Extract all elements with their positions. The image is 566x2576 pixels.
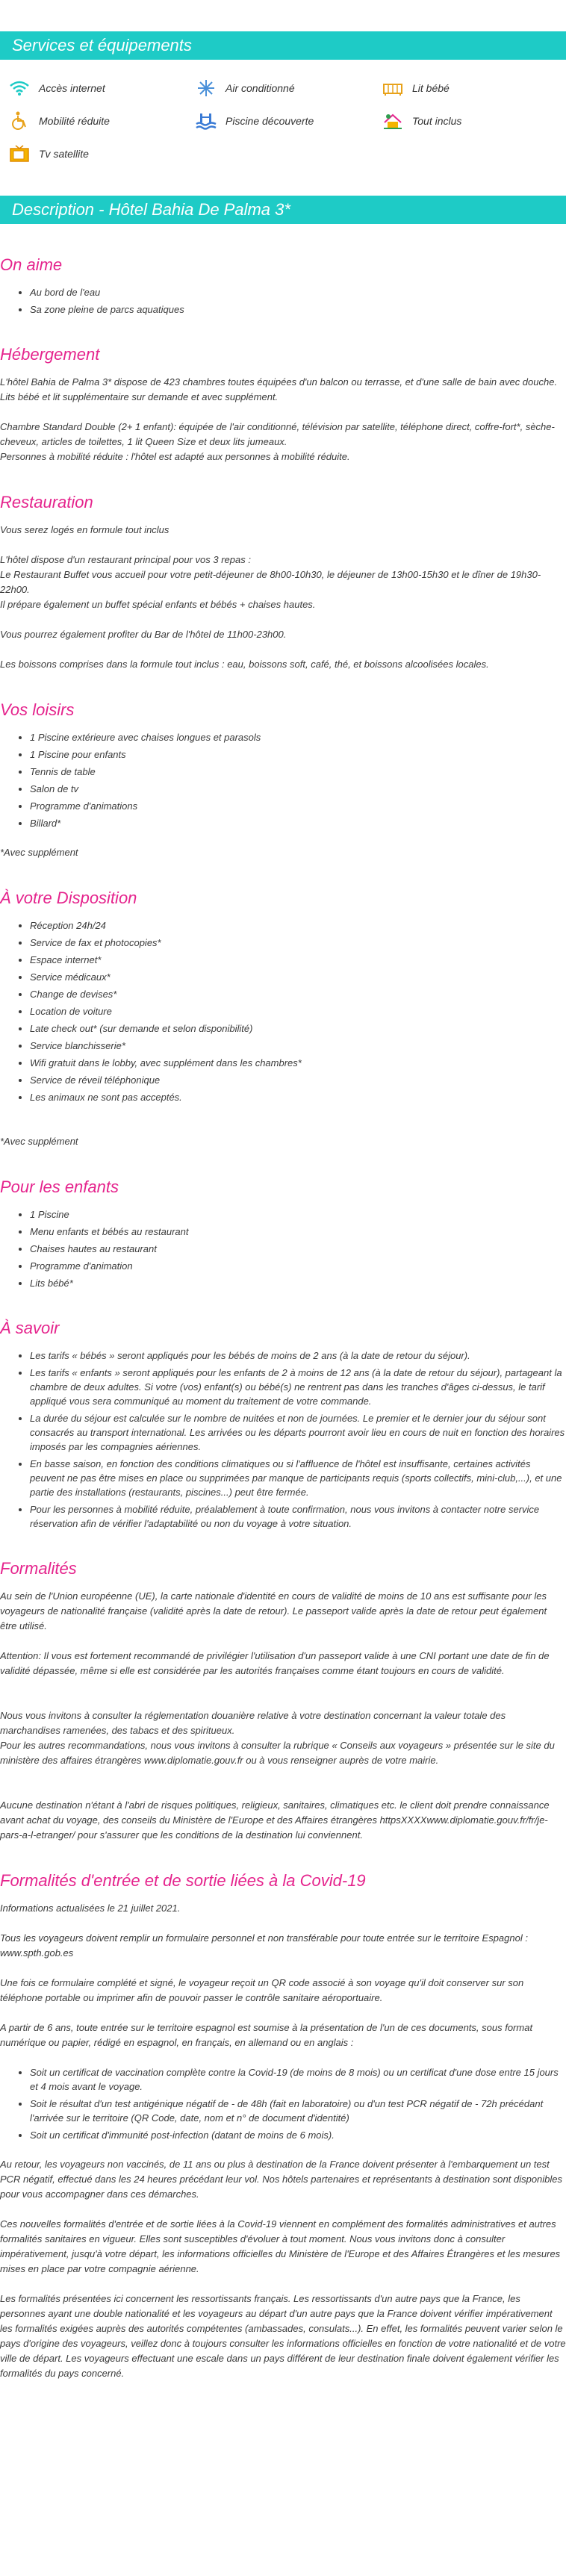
service-label: Accès internet — [39, 82, 105, 94]
paragraph: Vous pourrez également profiter du Bar de l'hôtel de 11h00-23h00. — [0, 629, 287, 640]
list-item: • Réception 24h/24 — [30, 918, 566, 933]
list-item: • Lits bébé* — [30, 1276, 566, 1290]
savoir-list — [0, 1348, 566, 1531]
list-item: • 1 Piscine pour enfants — [30, 747, 566, 762]
paragraph: Attention: Il vous est fortement recommandé de privilégier l'utilisation d'un passeport valide à une CNI portant une date de fin de validité dépassée, même si elle est considérée par les autorités françaises comme étant toujours en cours de validité. — [0, 1650, 550, 1676]
disposition-list — [0, 918, 566, 1104]
paragraph: Ces nouvelles formalités d'entrée et de sortie liées à la Covid-19 viennent en complément des formalités administratives et autres formalités sanitaires en vigueur. Elles sont susceptibles d'évoluer à tout moment. Nous vous invitons donc à consulter impérativement, jusqu'à votre départ, les informations officielles du Ministère de l'Europe et des Affaires Étrangères et les mesures mises en place par votre compagnie aérienne. — [0, 2218, 561, 2274]
section-title-loisirs: Vos loisirs — [0, 700, 75, 719]
list-item: • Sa zone pleine de parcs aquatiques — [30, 302, 566, 317]
supplement-note: *Avec supplément — [0, 1136, 78, 1147]
section-title-covid: Formalités d'entrée et de sortie liées à la Covid-19 — [0, 1871, 366, 1890]
description-content — [0, 254, 566, 2381]
paragraph: Vous serez logés en formule tout inclus — [0, 524, 170, 535]
list-item: • Wifi gratuit dans le lobby, avec supplément dans les chambres* — [30, 1056, 566, 1070]
list-item: • Chaises hautes au restaurant — [30, 1242, 566, 1256]
paragraph: Au sein de l'Union européenne (UE), la carte nationale d'identité en cours de validité de moins de 10 ans est suffisante pour les voyageurs de nationalité française (validité après la date de retour). Le passeport valide après la date de retour peut également être utilisé. — [0, 1590, 547, 1631]
service-label: Mobilité réduite — [39, 115, 110, 127]
list-item: • Programme d'animation — [30, 1259, 566, 1273]
wheelchair-icon — [7, 111, 31, 131]
spacer — [0, 1783, 566, 1798]
on-aime-list — [0, 285, 566, 317]
enfants-list — [0, 1207, 566, 1290]
service-label: Tv satellite — [39, 148, 89, 160]
service-label: Lit bébé — [412, 82, 450, 94]
paragraph: A partir de 6 ans, toute entrée sur le territoire espagnol est soumise à la présentation de l'un de ces documents, sous format numérique ou papier, rédigé en espagnol, en français, en allemand ou en anglais : — [0, 2022, 533, 2048]
paragraph: L'hôtel Bahia de Palma 3* dispose de 423 chambres toutes équipées d'un balcon ou terrasse, et d'une salle de bain avec douche. Lits bébé et lit supplémentaire sur demande et avec supplément. — [0, 376, 558, 402]
list-item: • Change de devises* — [30, 987, 566, 1001]
list-item: • Soit le résultat d'un test antigénique négatif de - de 48h (fait en laboratoire) ou d'un test PCR négatif de - 72h précédant l'arrivée sur le territoire (QR Code, date, nom et n° de document d'identité) — [30, 2097, 566, 2125]
section-title-formalites: Formalités — [0, 1559, 77, 1578]
paragraph: Informations actualisées le 21 juillet 2021. — [0, 1903, 181, 1914]
service-item — [381, 76, 566, 100]
paragraph: Pour les autres recommandations, nous vous invitons à consulter la rubrique « Conseils aux voyageurs » présentée sur le site du ministère des affaires étrangères www.diplomatie.gouv.fr ou à vous renseigner auprès de votre mairie. — [0, 1740, 555, 1766]
section-title-enfants: Pour les enfants — [0, 1177, 119, 1196]
service-item — [194, 109, 381, 133]
list-item: • Service blanchisserie* — [30, 1039, 566, 1053]
description-header: Description - Hôtel Bahia De Palma 3* — [0, 196, 566, 224]
list-item: • Les tarifs « enfants » seront appliqués pour les enfants de 2 à moins de 12 ans (à la date de retour du séjour), partageant la chambre de deux adultes. Si votre (vos) enfant(s) ou bébé(s) ne rentrent pas dans les tranches d'âges ci-dessus, le tarif appliqué vous sera communiqué au moment du traitement de votre commande. — [30, 1366, 566, 1408]
list-item: • Soit un certificat d'immunité post-infection (datant de moins de 6 mois). — [30, 2128, 566, 2142]
list-item: • Les tarifs « bébés » seront appliqués pour les bébés de moins de 2 ans (à la date de retour du séjour). — [30, 1348, 566, 1363]
service-label: Air conditionné — [226, 82, 295, 94]
list-item: • La durée du séjour est calculée sur le nombre de nuitées et non de journées. Le premier et le dernier jour du séjour sont consacrés au transport international. Les arrivées ou les départs pourront avoir lieu en cours de nuit en fonction des horaires imposés par les compagnies aériennes. — [30, 1411, 566, 1454]
paragraph: L'hôtel dispose d'un restaurant principal pour vos 3 repas : — [0, 554, 251, 565]
tv-icon — [7, 143, 31, 164]
section-title-disposition: À votre Disposition — [0, 889, 137, 907]
paragraph: Les boissons comprises dans la formule tout inclus : eau, boissons soft, café, thé, et boissons alcoolisées locales. — [0, 659, 489, 670]
service-item — [381, 109, 566, 133]
paragraph: Chambre Standard Double (2+ 1 enfant): équipée de l'air conditionné, télévision par satellite, téléphone direct, coffre-fort*, sèche-cheveux, articles de toilettes, 1 lit Queen Size et deux lits jumeaux. — [0, 421, 555, 447]
list-item: • Espace internet* — [30, 953, 566, 967]
list-item: • Soit un certificat de vaccination complète contre la Covid-19 (de moins de 8 mois) ou un certificat d'une dose entre 15 jours et 4 mois avant le voyage. — [30, 2065, 566, 2094]
section-title-restauration: Restauration — [0, 493, 93, 511]
services-header: Services et équipements — [0, 31, 566, 60]
section-title-savoir: À savoir — [0, 1319, 60, 1337]
section-title-hebergement: Hébergement — [0, 345, 100, 364]
snowflake-icon — [194, 78, 218, 99]
covid-requirements-list — [0, 2065, 566, 2142]
list-item: • Service de fax et photocopies* — [30, 936, 566, 950]
list-item: • Au bord de l'eau — [30, 285, 566, 299]
wifi-icon — [7, 78, 31, 99]
list-item: • Location de voiture — [30, 1004, 566, 1018]
list-item: • Late check out* (sur demande et selon disponibilité) — [30, 1021, 566, 1036]
list-item: • 1 Piscine — [30, 1207, 566, 1222]
paragraph: Personnes à mobilité réduite : l'hôtel est adapté aux personnes à mobilité réduite. — [0, 451, 350, 462]
service-item — [7, 142, 194, 166]
paragraph: Au retour, les voyageurs non vaccinés, de 11 ans ou plus à destination de la France doivent présenter à l'embarquement un test PCR négatif, effectué dans les 24 heures précédant leur vol. Nos hôtels partenaires et représentants à destination sont disponibles pour vous accompagner dans ces démarches. — [0, 2159, 563, 2200]
service-item — [7, 76, 194, 100]
list-item: • Salon de tv — [30, 782, 566, 796]
pool-icon — [194, 111, 218, 131]
spacer — [0, 1693, 566, 1708]
baby-bed-icon — [381, 78, 405, 99]
paragraph: Le Restaurant Buffet vous accueil pour votre petit-déjeuner de 8h00-10h30, le déjeuner de 13h00-15h30 et le dîner de 19h30-22h00. — [0, 569, 541, 595]
service-label: Tout inclus — [412, 115, 462, 127]
list-item: • 1 Piscine extérieure avec chaises longues et parasols — [30, 730, 566, 744]
list-item: • Programme d'animations — [30, 799, 566, 813]
paragraph: Aucune destination n'étant à l'abri de risques politiques, religieux, sanitaires, climatiques etc. le client doit prendre connaissance avant achat du voyage, des conseils du Ministère de l'Europe et des Affaires étrangères httpsXXXXwww.diplomatie.gouv.fr/fr/je-pars-a-l-etranger/ pour s'assurer que les conditions de la destination lui conviennent. — [0, 1799, 550, 1841]
services-grid — [0, 60, 566, 166]
paragraph: Nous vous invitons à consulter la réglementation douanière relative à votre destination concernant la valeur totale des marchandises ramenées, des tabacs et des spiritueux. — [0, 1710, 506, 1736]
paragraph: Tous les voyageurs doivent remplir un formulaire personnel et non transférable pour toute entrée sur le territoire Espagnol : www.spth.gob.es — [0, 1932, 528, 1959]
section-title-on-aime: On aime — [0, 255, 63, 274]
service-item — [7, 109, 194, 133]
all-inclusive-icon — [381, 111, 405, 131]
list-item: • Pour les personnes à mobilité réduite, préalablement à toute confirmation, nous vous invitons à contacter notre service réservation afin de vérifier l'adaptabilité ou non du voyage à votre situation. — [30, 1502, 566, 1531]
list-item: • Les animaux ne sont pas acceptés. — [30, 1090, 566, 1104]
supplement-note: *Avec supplément — [0, 847, 78, 858]
paragraph: Il prépare également un buffet spécial enfants et bébés + chaises hautes. — [0, 599, 316, 610]
list-item: • Menu enfants et bébés au restaurant — [30, 1225, 566, 1239]
paragraph: Une fois ce formulaire complété et signé, le voyageur reçoit un QR code associé à son voyage qu'il doit conserver sur son téléphone portable ou imprimer afin de pouvoir passer le contrôle sanitaire aéroportuaire. — [0, 1977, 524, 2003]
list-item: • Service médicaux* — [30, 970, 566, 984]
loisirs-list — [0, 730, 566, 830]
service-item — [194, 76, 381, 100]
list-item: • Tennis de table — [30, 765, 566, 779]
list-item: • Service de réveil téléphonique — [30, 1073, 566, 1087]
list-item: • Billard* — [30, 816, 566, 830]
service-label: Piscine découverte — [226, 115, 314, 127]
list-item: • En basse saison, en fonction des conditions climatiques ou si l'affluence de l'hôtel est insuffisante, certaines activités peuvent ne pas être mises en place ou supprimées par manque de participants requis (sports collectifs, mini-club,...), et une partie des installations (restaurants, piscines...) peut être fermée. — [30, 1457, 566, 1499]
paragraph: Les formalités présentées ici concernent les ressortissants français. Les ressortissants d'un autre pays que la France, les personnes ayant une double nationalité et les voyageurs au départ d'un autre pays que la France doivent vérifier impérativement les formalités exigées auprès des autorités compétentes (ambassades, consulats...). En effet, les formalités peuvent varier selon le pays d'origine des voyageurs, veillez donc à toujours consulter les informations officielles en fonction de votre nationalité et de votre ville de départ. Les voyageurs effectuant une escale dans un pays différent de leur destination finale doivent également vérifier les formalités du pays concerné. — [0, 2293, 566, 2379]
